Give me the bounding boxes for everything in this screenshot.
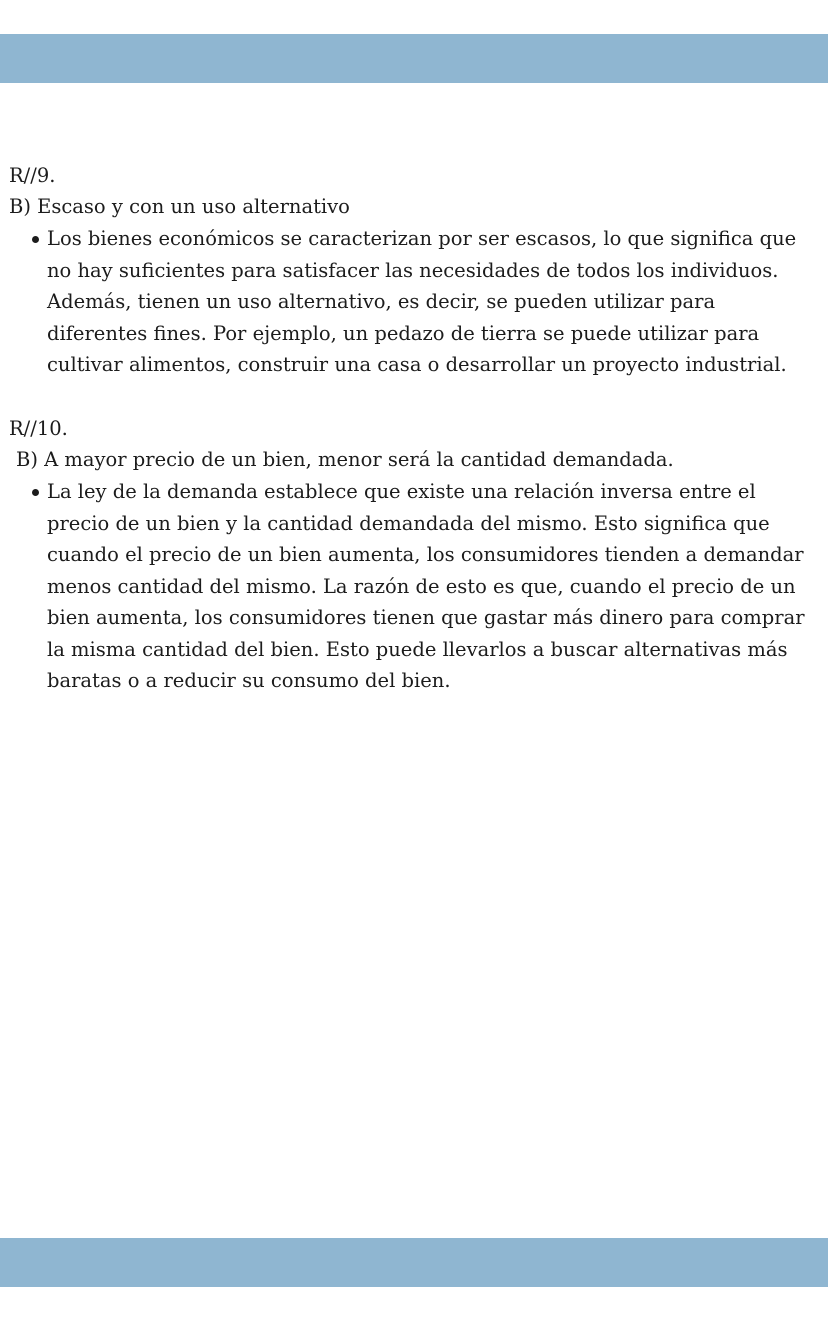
explanation-line: diferentes fines. Por ejemplo, un pedazo de tierra se puede utilizar para	[47, 321, 760, 345]
bullet-icon	[32, 489, 39, 496]
answer-10-label: R//10.	[9, 417, 68, 440]
bottom-decorative-band	[0, 1238, 828, 1287]
bullet-icon	[32, 236, 39, 243]
explanation-line: cultivar alimentos, construir una casa o desarrollar un proyecto industrial.	[47, 353, 787, 376]
answer-9-label: R//9.	[9, 164, 56, 187]
answer-9-explanation	[47, 223, 825, 381]
explanation-line: menos cantidad del mismo. La razón de esto es que, cuando el precio de un	[47, 574, 796, 598]
top-decorative-band	[0, 34, 828, 83]
explanation-line: Además, tienen un uso alternativo, es decir, se pueden utilizar para	[47, 290, 716, 313]
answer-10-option: B) A mayor precio de un bien, menor será la cantidad demandada.	[16, 448, 674, 471]
answer-10-explanation	[47, 476, 825, 697]
answer-9-option: B) Escaso y con un uso alternativo	[9, 195, 350, 218]
explanation-line: Los bienes económicos se caracterizan por ser escasos, lo que significa que	[47, 227, 797, 250]
explanation-line: La ley de la demanda establece que existe una relación inversa entre el	[47, 480, 756, 503]
explanation-line: la misma cantidad del bien. Esto puede llevarlos a buscar alternativas más	[47, 637, 788, 661]
explanation-line: precio de un bien y la cantidad demandada del mismo. Esto significa que	[47, 511, 770, 535]
explanation-line: baratas o a reducir su consumo del bien.	[47, 669, 451, 692]
explanation-line: no hay suficientes para satisfacer las necesidades de todos los individuos.	[47, 258, 779, 282]
explanation-line: bien aumenta, los consumidores tienen que gastar más dinero para comprar	[47, 606, 805, 629]
explanation-line: cuando el precio de un bien aumenta, los consumidores tienden a demandar	[47, 543, 804, 566]
